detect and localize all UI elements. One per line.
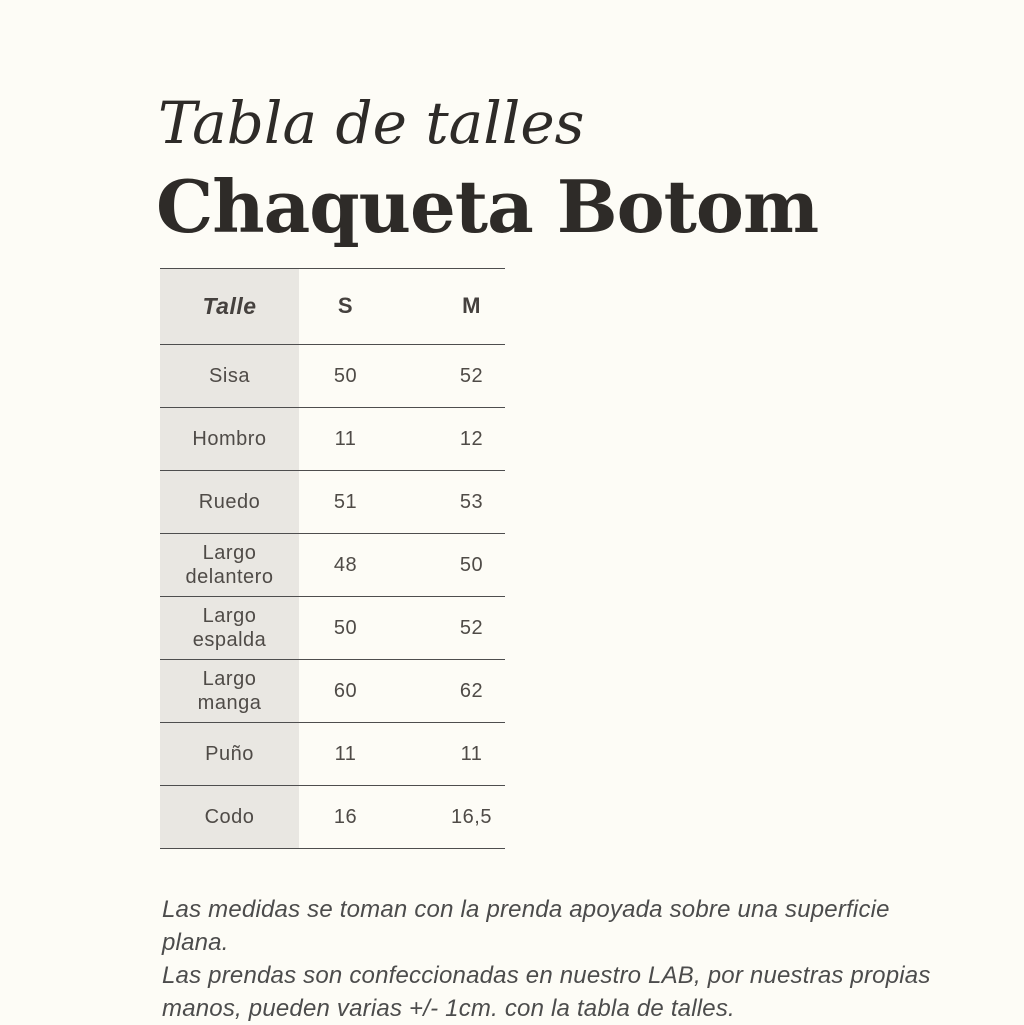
page-subtitle: Tabla de talles: [158, 89, 585, 157]
table-row-ruedo: [160, 471, 505, 534]
table-row-hombro: [160, 408, 505, 471]
note-line-4: manos, pueden varias +/- 1cm. con la tabla de talles.: [162, 995, 735, 1022]
size-s-value: 16: [333, 806, 358, 828]
row-label: Sisa: [160, 345, 299, 407]
size-m-value: 52: [459, 617, 484, 639]
table-row-codo: [160, 786, 505, 849]
row-label: Puño: [160, 723, 299, 785]
table-row-largo-manga: [160, 660, 505, 723]
size-s-value: 11: [334, 428, 357, 450]
note-line-3: Las prendas son confeccionadas en nuestro LAB, por nuestras propias: [162, 962, 931, 989]
column-header-talle: Talle: [160, 269, 299, 344]
page-title: Chaqueta Botom: [156, 164, 819, 249]
table-header-row: [160, 269, 505, 345]
column-header-size-s: S: [337, 293, 354, 319]
size-m-value: 50: [459, 554, 484, 576]
row-label: Largo espalda: [160, 597, 299, 659]
row-label: Ruedo: [160, 471, 299, 533]
size-m-value: 11: [460, 743, 483, 765]
table-row-sisa: [160, 345, 505, 408]
table-row-puno: [160, 723, 505, 786]
note-line-1: Las medidas se toman con la prenda apoyada sobre una superficie: [162, 896, 890, 923]
column-header-size-m: M: [462, 293, 481, 319]
table-row-largo-delantero: [160, 534, 505, 597]
size-m-value: 53: [459, 491, 484, 513]
size-m-value: 52: [459, 365, 484, 387]
size-s-value: 50: [333, 617, 358, 639]
size-s-value: 48: [333, 554, 358, 576]
size-table: [160, 268, 505, 849]
size-s-value: 11: [334, 743, 357, 765]
size-s-value: 60: [333, 680, 358, 702]
size-s-value: 51: [333, 491, 358, 513]
size-m-value: 62: [459, 680, 484, 702]
table-row-largo-espalda: [160, 597, 505, 660]
row-label: Codo: [160, 786, 299, 848]
row-label: Hombro: [160, 408, 299, 470]
row-label: Largo delantero: [160, 534, 299, 596]
size-m-value: 16,5: [451, 806, 492, 828]
measurement-notes: [162, 893, 931, 1025]
note-line-2: plana.: [162, 929, 229, 956]
size-m-value: 12: [459, 428, 484, 450]
row-label: Largo manga: [160, 660, 299, 722]
size-s-value: 50: [333, 365, 358, 387]
